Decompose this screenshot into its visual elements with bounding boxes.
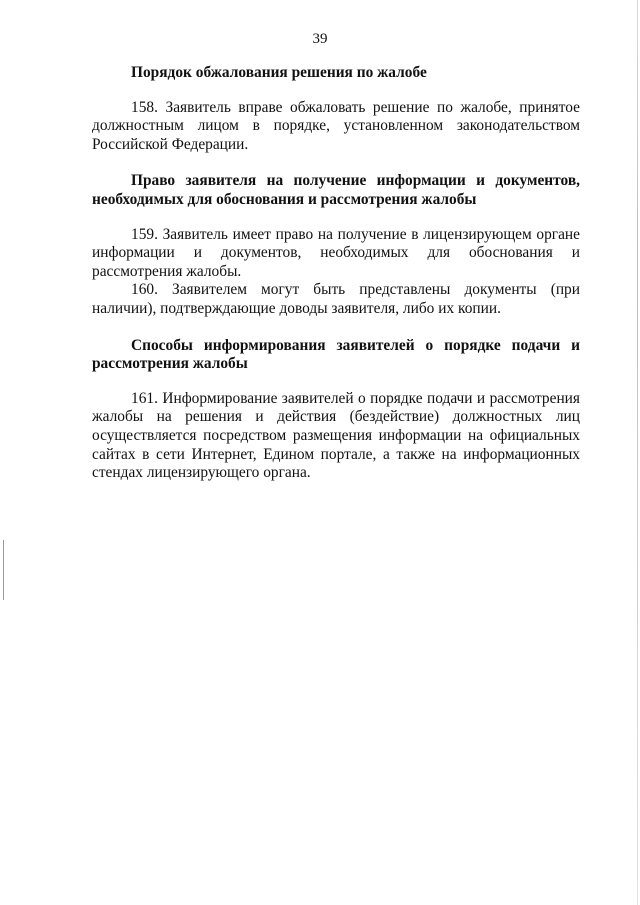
paragraph-159: 159. Заявитель имеет право на получение в лицензирующем органе информации и документов, необходимых для обоснования и рассмотрения жалобы.	[92, 225, 580, 280]
paragraph-160: 160. Заявителем могут быть представлены документы (при наличии), подтверждающие доводы заявителя, либо их копии.	[92, 281, 580, 317]
section-heading-right-to-information: Право заявителя на получение информации и документов, необходимых для обоснования и рассмотрения жалобы	[92, 172, 580, 208]
scan-artifact-mark	[3, 540, 4, 600]
paragraph-158: 158. Заявитель вправе обжаловать решение по жалобе, принятое должностным лицом в порядке, установленном законодательством Российской Федерации.	[92, 98, 580, 153]
document-body	[92, 64, 580, 483]
section-heading-appeal-procedure: Порядок обжалования решения по жалобе	[131, 64, 427, 81]
page-number: 39	[312, 31, 328, 47]
scan-edge-line	[637, 0, 638, 905]
paragraph-161: 161. Информирование заявителей о порядке подачи и рассмотрения жалобы на решения и действия (бездействие) должностных лиц осуществляется посредством размещения информации на официальных сайтах в сети Интернет, Едином портале, а также на информационных стендах лицензирующего органа.	[92, 389, 580, 482]
section-heading-informing-methods: Способы информирования заявителей о порядке подачи и рассмотрения жалобы	[92, 336, 580, 373]
